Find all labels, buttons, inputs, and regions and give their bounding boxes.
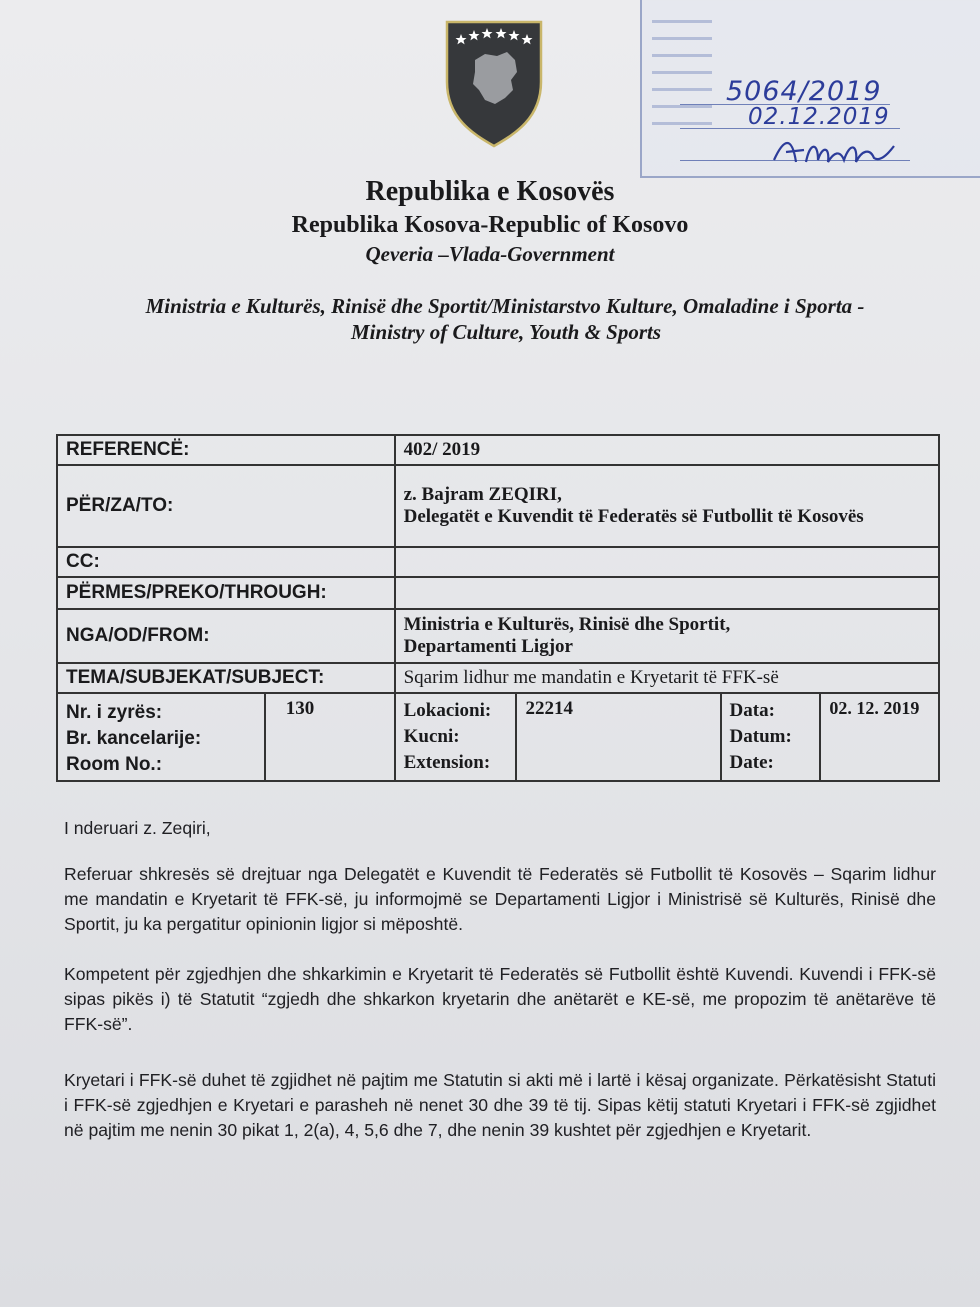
country-heading: Republika e Kosovës — [365, 176, 615, 207]
salutation: I nderuari z. Zeqiri, — [64, 818, 211, 838]
date-label-en: Date: — [729, 752, 774, 773]
government-heading: Qeveria –Vlada-Government — [365, 242, 615, 266]
date-label-sr: Datum: — [729, 726, 792, 747]
date-value: 02. 12. 2019 — [820, 693, 939, 781]
office-label-en: Room No.: — [66, 754, 163, 775]
location-label — [395, 693, 517, 781]
from-value-department: Departamenti Ligjor — [403, 636, 573, 657]
kosovo-coat-of-arms-icon — [445, 20, 543, 148]
paragraph-1: Referuar shkresës së drejtuar nga Delegatët e Kuvendit të Federatës së Futbollit të Kosovës – Sqarim lidhur me mandatin e Kryetarit të FFK-së, ju informojmë se Departamenti Ligjor i Ministrisë së Kulturës, Rinisë dhe Sportit, ju ka pergatitur opinionin ligjor si mëposhtë. — [64, 864, 936, 934]
location-label-en: Extension: — [403, 752, 491, 773]
location-value: 22214 — [516, 693, 720, 781]
table-row — [57, 577, 939, 609]
paragraph-2: Kompetent për zgjedhjen dhe shkarkimin e Kryetarit të Federatës së Futbollit është Kuvendi. Kuvendi i FFK-së sipas pikës i) të Statutit “zgjedh dhe shkarkon kryetarin dhe anëtarët e KE-së, me propozim të anëtarëve të FFK-së”. — [64, 964, 936, 1034]
office-value: 130 — [265, 693, 395, 781]
location-label-sr: Kucni: — [403, 726, 460, 747]
stamp-number: 5064/2019 — [726, 76, 882, 107]
country-subheading: Republika Kosova-Republic of Kosovo — [291, 212, 689, 238]
paragraph-3: Kryetari i FFK-së duhet të zgjidhet në pajtim me Statutin si akti më i lartë i kësaj organizate. Përkatësisht Statuti i FFK-së zgjedhjen e Kryetari e parasheh në nenet 30 dhe 39 të tij. Sipas këtij statuti Kryetari i FFK-së zgjidhet në pajtim me nenin 30 pikat 1, 2(a), 4, 5,6 dhe 7, dhe nenin 39 kushtet për zgjedhjen e Kryetarit. — [64, 1070, 936, 1140]
subject-label: TEMA/SUBJEKAT/SUBJECT: — [57, 663, 395, 693]
through-value — [395, 577, 939, 609]
reference-table — [56, 434, 940, 782]
to-value-name: z. Bajram ZEQIRI, — [403, 484, 562, 505]
from-value — [395, 609, 939, 663]
ministry-heading: Ministria e Kulturës, Rinisë dhe Sportit/Ministarstvo Kulture, Omaladine i Sporta - — [145, 294, 865, 318]
date-label-sq: Data: — [729, 700, 775, 721]
table-row — [57, 547, 939, 577]
stamp-signature — [770, 132, 900, 172]
stamp-date: 02.12.2019 — [748, 104, 890, 130]
to-value-recipients: Delegatët e Kuvendit të Federatës së Futbollit të Kosovës — [403, 506, 864, 527]
date-label — [721, 693, 821, 781]
table-row — [57, 465, 939, 547]
cc-value — [395, 547, 939, 577]
reference-label: REFERENCË: — [57, 435, 395, 465]
table-row — [57, 693, 939, 781]
subject-value: Sqarim lidhur me mandatin e Kryetarit të FFK-së — [395, 663, 939, 693]
to-value — [395, 465, 939, 547]
table-row — [57, 435, 939, 465]
location-label-sq: Lokacioni: — [403, 700, 492, 721]
table-row — [57, 609, 939, 663]
table-row — [57, 663, 939, 693]
to-label: PËR/ZA/TO: — [57, 465, 395, 547]
through-label: PËRMES/PREKO/THROUGH: — [57, 577, 395, 609]
from-label: NGA/OD/FROM: — [57, 609, 395, 663]
office-label-sq: Nr. i zyrës: — [66, 702, 163, 723]
office-label-sr: Br. kancelarije: — [66, 728, 202, 749]
stamp-printed-lines — [652, 20, 712, 139]
reference-value: 402/ 2019 — [395, 435, 939, 465]
cc-label: CC: — [57, 547, 395, 577]
from-value-ministry: Ministria e Kulturës, Rinisë dhe Sportit, — [403, 614, 731, 635]
ministry-heading-en: Ministry of Culture, Youth & Sports — [350, 320, 662, 344]
office-label — [57, 693, 265, 781]
